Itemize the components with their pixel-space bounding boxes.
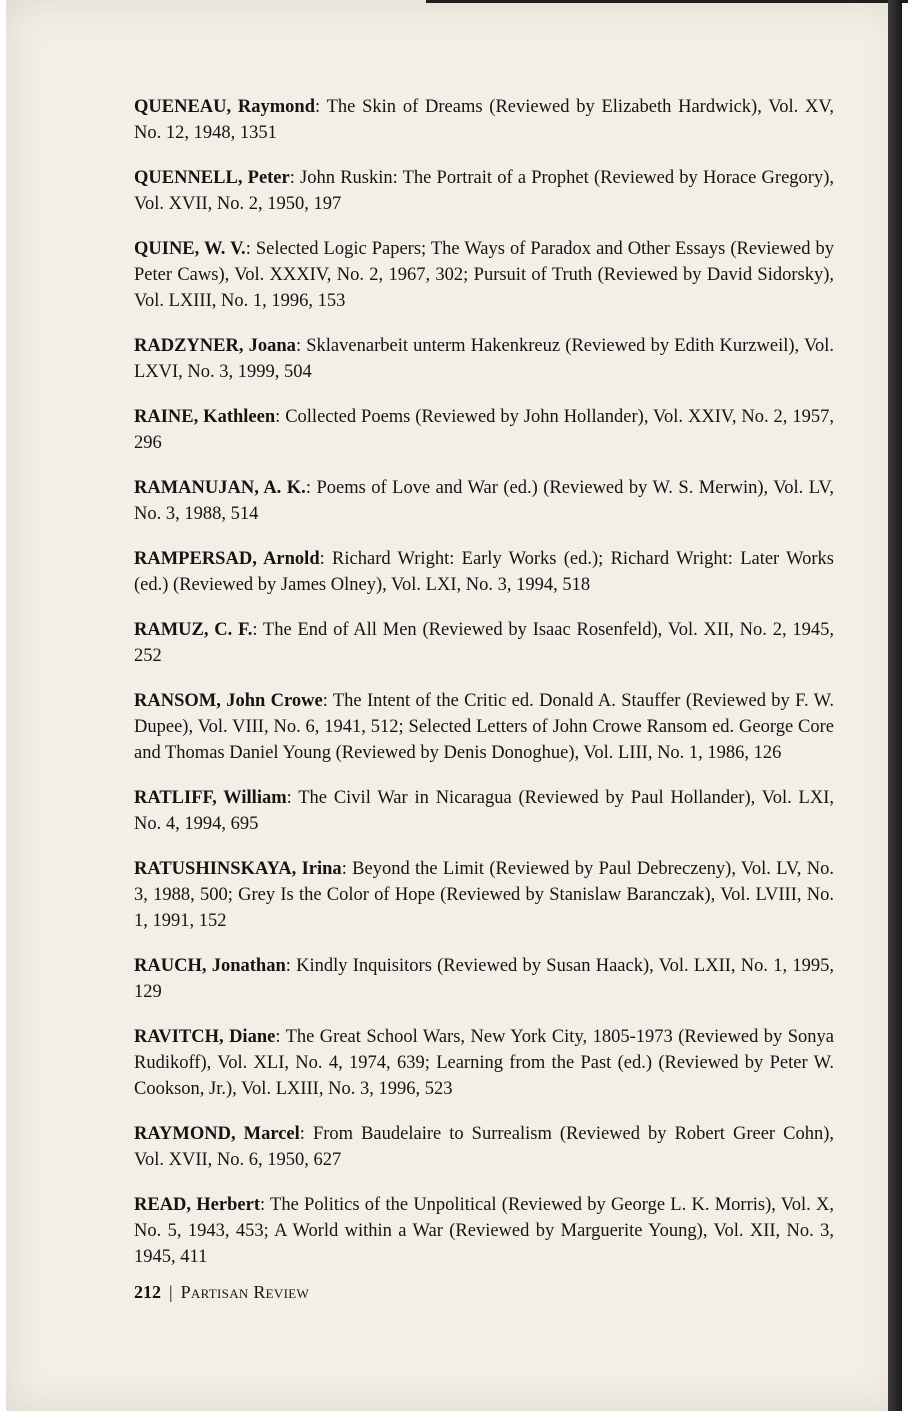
entry-details: : The Politics of the Unpolitical (Reviewed by George L. K. Morris), Vol. X, No. 5, 1943, 453; A World within a War (Reviewed by Marguerite Young), Vol. XII, No. 3, 1945, 411 xyxy=(134,1195,834,1267)
entry-details: : The Intent of the Critic ed. Donald A. Stauffer (Reviewed by F. W. Dupee), Vol. VIII, No. 6, 1941, 512; Selected Letters of John Crowe Ransom ed. George Core and Thomas Daniel Young (Reviewed by Denis Donoghue), Vol. LIII, No. 1, 1986, 126 xyxy=(134,691,834,763)
index-entry xyxy=(134,785,834,837)
entry-details: : Richard Wright: Early Works (ed.); Richard Wright: Later Works (ed.) (Reviewed by James Olney), Vol. LXI, No. 3, 1994, 518 xyxy=(134,549,834,595)
index-entry xyxy=(134,688,834,766)
entry-details: : The Skin of Dreams (Reviewed by Elizabeth Hardwick), Vol. XV, No. 12, 1948, 1351 xyxy=(134,97,835,143)
book-page xyxy=(6,0,902,1411)
index-entry xyxy=(134,546,834,598)
index-entry xyxy=(134,404,834,456)
entry-details: : Beyond the Limit (Reviewed by Paul Debreczeny), Vol. LV, No. 3, 1988, 500; Grey Is the Color of Hope (Reviewed by Stanislaw Baranczak), Vol. LVIII, No. 1, 1991, 152 xyxy=(134,859,834,931)
index-entry xyxy=(134,236,834,314)
entry-author: RAMUZ, C. F. xyxy=(134,620,253,640)
page-footer xyxy=(134,1282,309,1303)
entry-details: : Sklavenarbeit unterm Hakenkreuz (Reviewed by Edith Kurzweil), Vol. LXVI, No. 3, 1999, 504 xyxy=(134,336,834,382)
entry-author: QUINE, W. V. xyxy=(134,239,246,259)
entry-author: RANSOM, John Crowe xyxy=(134,691,323,711)
entry-author: RAVITCH, Diane xyxy=(134,1027,276,1047)
entry-author: RADZYNER, Joana xyxy=(134,336,296,356)
index-entries xyxy=(134,94,834,1289)
index-entry xyxy=(134,856,834,934)
index-entry xyxy=(134,1024,834,1102)
entry-author: QUENEAU, Raymond xyxy=(134,97,316,117)
index-entry xyxy=(134,617,834,669)
index-entry xyxy=(134,165,834,217)
page-top-edge xyxy=(426,0,908,3)
entry-details: : The Great School Wars, New York City, 1805-1973 (Reviewed by Sonya Rudikoff), Vol. XLI, No. 4, 1974, 639; Learning from the Past (ed.) (Reviewed by Peter W. Cookson, Jr.), Vol. LXIII, No. 3, 1996, 523 xyxy=(134,1027,835,1099)
entry-author: RAYMOND, Marcel xyxy=(134,1124,300,1144)
entry-author: READ, Herbert xyxy=(134,1195,260,1215)
entry-details: : The End of All Men (Reviewed by Isaac Rosenfeld), Vol. XII, No. 2, 1945, 252 xyxy=(134,620,834,666)
entry-author: RATUSHINSKAYA, Irina xyxy=(134,859,342,879)
index-entry xyxy=(134,333,834,385)
footer-separator: | xyxy=(169,1282,173,1302)
entry-details: : The Civil War in Nicaragua (Reviewed by Paul Hollander), Vol. LXI, No. 4, 1994, 695 xyxy=(134,788,834,834)
entry-details: : Selected Logic Papers; The Ways of Paradox and Other Essays (Reviewed by Peter Caws), Vol. XXXIV, No. 2, 1967, 302; Pursuit of Truth (Reviewed by David Sidorsky), Vol. LXIII, No. 1, 1996, 153 xyxy=(134,239,834,311)
book-spine-shadow xyxy=(888,0,902,1411)
entry-author: RAMANUJAN, A. K. xyxy=(134,478,306,498)
entry-author: QUENNELL, Peter xyxy=(134,168,290,188)
entry-author: RATLIFF, William xyxy=(134,788,287,808)
index-entry xyxy=(134,475,834,527)
entry-details: : John Ruskin: The Portrait of a Prophet (Reviewed by Horace Gregory), Vol. XVII, No. 2, 1950, 197 xyxy=(134,168,834,214)
journal-name: Partisan Review xyxy=(180,1282,310,1302)
index-entry xyxy=(134,1121,834,1173)
index-entry xyxy=(134,94,834,146)
entry-author: RAINE, Kathleen xyxy=(134,407,276,427)
index-entry xyxy=(134,953,834,1005)
entry-details: : From Baudelaire to Surrealism (Reviewed by Robert Greer Cohn), Vol. XVII, No. 6, 1950, 627 xyxy=(134,1124,835,1170)
page-number: 212 xyxy=(134,1282,161,1302)
entry-author: RAMPERSAD, Arnold xyxy=(134,549,320,569)
entry-author: RAUCH, Jonathan xyxy=(134,956,286,976)
index-entry xyxy=(134,1192,834,1270)
entry-details: : Poems of Love and War (ed.) (Reviewed by W. S. Merwin), Vol. LV, No. 3, 1988, 514 xyxy=(134,478,834,524)
entry-details: : Collected Poems (Reviewed by John Hollander), Vol. XXIV, No. 2, 1957, 296 xyxy=(134,407,834,453)
entry-details: : Kindly Inquisitors (Reviewed by Susan Haack), Vol. LXII, No. 1, 1995, 129 xyxy=(134,956,835,1002)
